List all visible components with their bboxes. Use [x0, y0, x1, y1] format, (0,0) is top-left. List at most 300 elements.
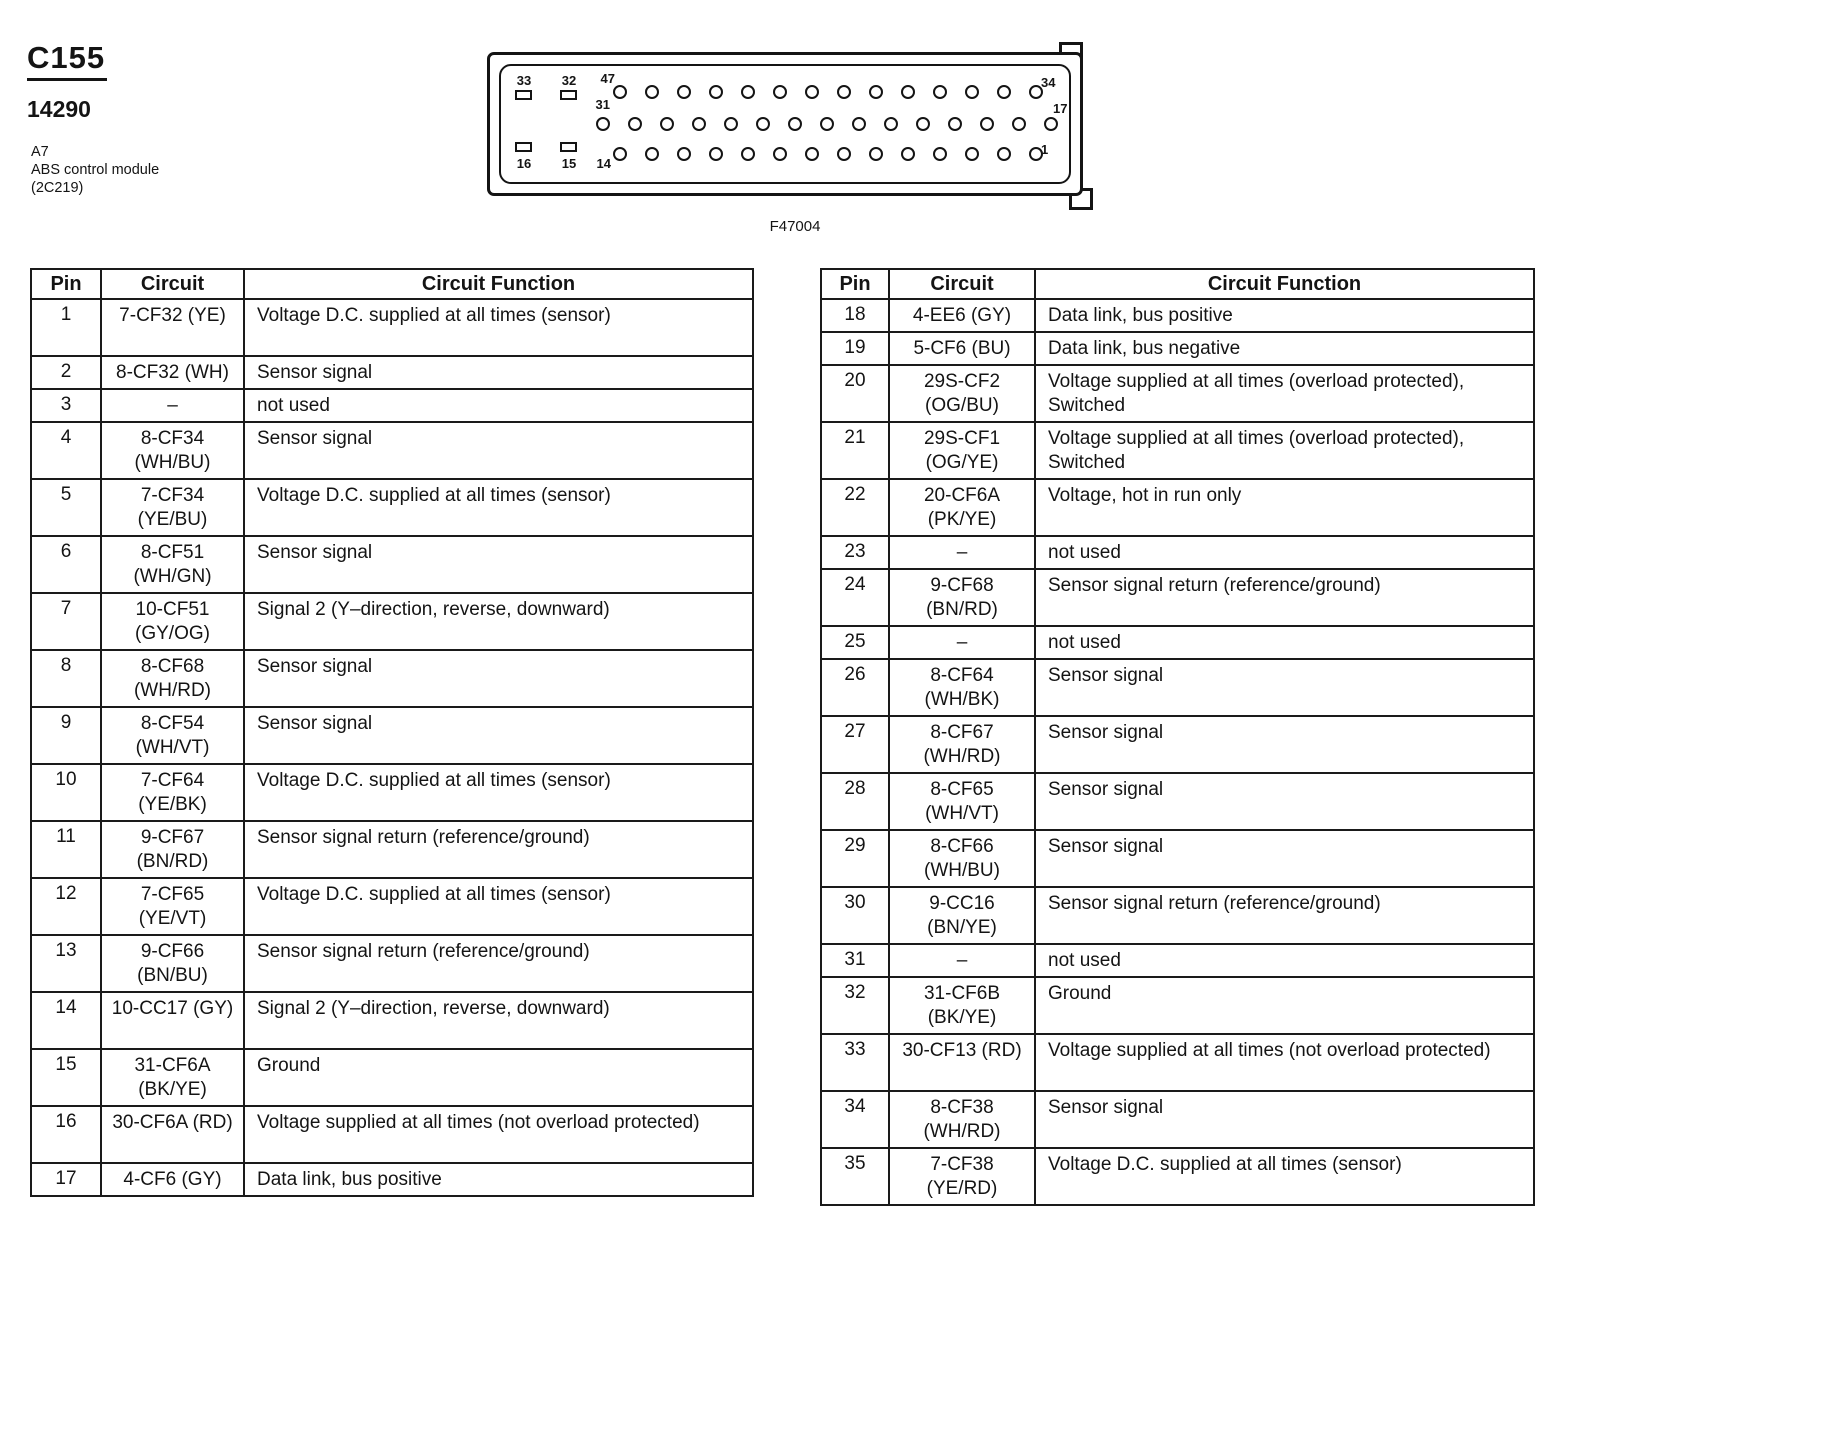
circuit-function — [244, 299, 753, 356]
circuit-line: 7-CF38 — [930, 1154, 994, 1175]
circuit-line: 10-CF51 — [135, 599, 210, 620]
pin-row-22 — [821, 479, 1534, 536]
circuit-function — [1035, 479, 1534, 536]
connector-pin — [741, 85, 755, 99]
pin-row-11 — [31, 821, 753, 878]
circuit-function-line: not used — [1048, 542, 1121, 563]
pin-number: 26 — [821, 659, 889, 716]
pin-row-20 — [821, 365, 1534, 422]
circuit-function — [244, 356, 753, 389]
pin-row-25 — [821, 626, 1534, 659]
circuit-id — [889, 365, 1035, 422]
circuit-id — [101, 650, 244, 707]
circuit-line: 4-EE6 (GY) — [912, 305, 1012, 326]
circuit-line: 29S-CF1 — [923, 428, 1001, 449]
pin-number: 10 — [31, 764, 101, 821]
column-header-circuit: Circuit — [101, 269, 244, 299]
pin-number: 16 — [31, 1106, 101, 1163]
circuit-line: (WH/VT) — [925, 803, 999, 824]
circuit-function-line: not used — [1048, 632, 1121, 653]
circuit-function — [1035, 773, 1534, 830]
figure-label: F47004 — [769, 218, 821, 235]
connector-pin — [1044, 117, 1058, 131]
pin-number: 32 — [821, 977, 889, 1034]
circuit-function-line: Sensor signal — [257, 542, 373, 563]
circuit-function-line: Sensor signal return (reference/ground) — [1048, 893, 1381, 914]
circuit-function-line: Switched — [1048, 395, 1126, 416]
connector-pin — [948, 117, 962, 131]
circuit-id — [889, 536, 1035, 569]
circuit-function-line: Switched — [1048, 452, 1126, 473]
circuit-function-line: Voltage supplied at all times (overload protected), — [1048, 428, 1465, 449]
circuit-line: 8-CF54 — [140, 713, 205, 734]
connector-pin — [1012, 117, 1026, 131]
circuit-line: (YE/RD) — [926, 1178, 998, 1199]
pin-table-left — [30, 268, 754, 1197]
circuit-function — [1035, 1091, 1534, 1148]
circuit-id — [889, 1148, 1035, 1205]
pin-row-8 — [31, 650, 753, 707]
connector-pin — [613, 85, 627, 99]
column-header-pin: Pin — [821, 269, 889, 299]
connector-pin — [724, 117, 738, 131]
connector-pin — [901, 147, 915, 161]
connector-pin-number-label: 14 — [596, 156, 611, 171]
connector-pin — [709, 147, 723, 161]
pin-number: 8 — [31, 650, 101, 707]
connector-pin-number-label: 33 — [516, 73, 532, 88]
connector-pin-number-label: 16 — [516, 156, 532, 171]
circuit-id — [889, 626, 1035, 659]
circuit-line: 9-CF66 — [140, 941, 205, 962]
circuit-function — [244, 422, 753, 479]
connector-pin — [660, 117, 674, 131]
pin-number: 33 — [821, 1034, 889, 1091]
connector-pin — [869, 147, 883, 161]
table-header-row — [31, 269, 753, 299]
circuit-function — [1035, 332, 1534, 365]
connector-pin — [628, 117, 642, 131]
circuit-line: 7-CF64 — [140, 770, 205, 791]
circuit-line: 9-CC16 — [929, 893, 995, 914]
circuit-function-line: Sensor signal — [1048, 665, 1164, 686]
circuit-function — [244, 650, 753, 707]
pin-number: 18 — [821, 299, 889, 332]
circuit-line: 9-CF68 — [930, 575, 994, 596]
circuit-function — [244, 935, 753, 992]
circuit-line: 8-CF38 — [930, 1097, 994, 1118]
circuit-function — [244, 878, 753, 935]
circuit-line: (GY/OG) — [135, 623, 210, 644]
pin-number: 5 — [31, 479, 101, 536]
circuit-id — [889, 773, 1035, 830]
pin-number: 13 — [31, 935, 101, 992]
circuit-id — [101, 1049, 244, 1106]
pin-number: 17 — [31, 1163, 101, 1196]
table-header-row — [821, 269, 1534, 299]
circuit-function-line: Voltage D.C. supplied at all times (sensor) — [257, 485, 611, 506]
circuit-line: (WH/BK) — [924, 689, 1000, 710]
pin-row-19 — [821, 332, 1534, 365]
pin-row-26 — [821, 659, 1534, 716]
connector-pin — [933, 85, 947, 99]
pin-row-7 — [31, 593, 753, 650]
circuit-function — [1035, 977, 1534, 1034]
pin-number: 11 — [31, 821, 101, 878]
connector-pin-number-label: 17 — [1053, 101, 1068, 116]
pin-row-23 — [821, 536, 1534, 569]
circuit-id — [889, 422, 1035, 479]
circuit-function — [244, 593, 753, 650]
pin-row-21 — [821, 422, 1534, 479]
circuit-line: – — [956, 950, 968, 971]
circuit-function — [1035, 830, 1534, 887]
circuit-line: 31-CF6A — [134, 1055, 211, 1076]
circuit-line: (YE/VT) — [138, 908, 207, 929]
connector-pin — [645, 85, 659, 99]
connector-pin — [692, 117, 706, 131]
circuit-function-line: Voltage, hot in run only — [1048, 485, 1242, 506]
circuit-line: 7-CF65 — [140, 884, 205, 905]
circuit-function-line: Sensor signal return (reference/ground) — [257, 827, 590, 848]
pin-row-13 — [31, 935, 753, 992]
connector-pin-number-label: 32 — [561, 73, 577, 88]
connector-pin — [997, 147, 1011, 161]
connector-pin — [788, 117, 802, 131]
circuit-function-line: Signal 2 (Y–direction, reverse, downward) — [257, 998, 610, 1019]
circuit-function — [1035, 659, 1534, 716]
pin-row-10 — [31, 764, 753, 821]
circuit-id — [889, 479, 1035, 536]
circuit-line: (PK/YE) — [927, 509, 997, 530]
connector-pin — [613, 147, 627, 161]
pin-row-27 — [821, 716, 1534, 773]
circuit-function-line: Ground — [257, 1055, 321, 1076]
pin-number: 14 — [31, 992, 101, 1049]
circuit-line: 7-CF32 (YE) — [119, 305, 226, 326]
pin-number: 29 — [821, 830, 889, 887]
pin-row-6 — [31, 536, 753, 593]
connector-rect-pin — [515, 142, 532, 152]
circuit-id — [101, 422, 244, 479]
module-code: (2C219) — [31, 180, 84, 196]
circuit-line: (WH/RD) — [133, 680, 212, 701]
pin-number: 12 — [31, 878, 101, 935]
circuit-function-line: Data link, bus positive — [1048, 305, 1233, 326]
pin-row-28 — [821, 773, 1534, 830]
circuit-function — [244, 389, 753, 422]
circuit-line: 20-CF6A — [923, 485, 1001, 506]
circuit-id — [101, 764, 244, 821]
connector-pin — [709, 85, 723, 99]
circuit-line: (WH/VT) — [135, 737, 210, 758]
circuit-function-line: Sensor signal — [257, 656, 373, 677]
connector-id: C155 — [27, 40, 107, 81]
pin-number: 31 — [821, 944, 889, 977]
circuit-id — [889, 977, 1035, 1034]
circuit-id — [101, 536, 244, 593]
circuit-function-line: Voltage D.C. supplied at all times (sensor) — [257, 770, 611, 791]
connector-pin — [805, 85, 819, 99]
circuit-id — [101, 299, 244, 356]
circuit-line: (BN/RD) — [136, 851, 209, 872]
circuit-function — [1035, 536, 1534, 569]
circuit-id — [889, 332, 1035, 365]
connector-pin — [965, 85, 979, 99]
circuit-id — [101, 1106, 244, 1163]
pin-row-24 — [821, 569, 1534, 626]
circuit-function — [1035, 1034, 1534, 1091]
circuit-id — [101, 356, 244, 389]
connector-pin — [773, 147, 787, 161]
circuit-line: 10-CC17 (GY) — [111, 998, 234, 1019]
pin-row-35 — [821, 1148, 1534, 1205]
circuit-line: 8-CF51 — [140, 542, 205, 563]
circuit-function — [244, 1163, 753, 1196]
pin-row-1 — [31, 299, 753, 356]
circuit-line: 30-CF6A (RD) — [112, 1112, 233, 1133]
pin-number: 27 — [821, 716, 889, 773]
circuit-id — [889, 716, 1035, 773]
pin-number: 30 — [821, 887, 889, 944]
circuit-function — [244, 992, 753, 1049]
circuit-id — [889, 1034, 1035, 1091]
circuit-function-line: Sensor signal — [1048, 779, 1164, 800]
pin-row-18 — [821, 299, 1534, 332]
pin-number: 9 — [31, 707, 101, 764]
pin-row-32 — [821, 977, 1534, 1034]
circuit-function-line: Data link, bus positive — [257, 1169, 442, 1190]
circuit-id — [889, 569, 1035, 626]
circuit-line: (YE/BU) — [137, 509, 208, 530]
circuit-line: 8-CF68 — [140, 656, 205, 677]
connector-pin — [997, 85, 1011, 99]
circuit-id — [889, 299, 1035, 332]
circuit-function-line: Data link, bus negative — [1048, 338, 1241, 359]
circuit-function — [1035, 569, 1534, 626]
pin-table-right — [820, 268, 1535, 1206]
pin-row-14 — [31, 992, 753, 1049]
column-header-circuit: Circuit — [889, 269, 1035, 299]
pin-number: 15 — [31, 1049, 101, 1106]
connector-pin — [677, 85, 691, 99]
circuit-function — [244, 479, 753, 536]
connector-pin — [677, 147, 691, 161]
circuit-function — [1035, 716, 1534, 773]
circuit-id — [101, 992, 244, 1049]
column-header-pin: Pin — [31, 269, 101, 299]
connector-pin-number-label: 1 — [1041, 142, 1049, 157]
circuit-id — [101, 479, 244, 536]
pin-number: 1 — [31, 299, 101, 356]
module-description: ABS control module — [31, 162, 160, 178]
circuit-function — [1035, 422, 1534, 479]
circuit-id — [889, 887, 1035, 944]
circuit-id — [889, 944, 1035, 977]
circuit-function — [244, 821, 753, 878]
circuit-function — [1035, 365, 1534, 422]
pin-row-17 — [31, 1163, 753, 1196]
pin-number: 35 — [821, 1148, 889, 1205]
circuit-function-line: not used — [257, 395, 330, 416]
column-header-circuit-function: Circuit Function — [244, 269, 753, 299]
circuit-line: (OG/YE) — [925, 452, 999, 473]
circuit-function — [244, 1049, 753, 1106]
circuit-function-line: Sensor signal — [1048, 722, 1164, 743]
pin-number: 25 — [821, 626, 889, 659]
connector-pin-number-label: 15 — [561, 156, 577, 171]
circuit-function — [1035, 944, 1534, 977]
circuit-function — [1035, 299, 1534, 332]
pin-number: 3 — [31, 389, 101, 422]
connector-pin — [837, 85, 851, 99]
pin-number: 28 — [821, 773, 889, 830]
connector-pin — [980, 117, 994, 131]
pin-row-16 — [31, 1106, 753, 1163]
circuit-line: 30-CF13 (RD) — [902, 1040, 1022, 1061]
circuit-function — [244, 536, 753, 593]
circuit-function — [244, 764, 753, 821]
circuit-line: 8-CF64 — [930, 665, 994, 686]
circuit-function-line: Sensor signal — [1048, 836, 1164, 857]
connector-pin — [933, 147, 947, 161]
connector-pin-number-label: 34 — [1041, 75, 1056, 90]
pin-number: 24 — [821, 569, 889, 626]
circuit-function-line: Sensor signal return (reference/ground) — [1048, 575, 1381, 596]
connector-pin — [596, 117, 610, 131]
grid-location: A7 — [31, 144, 49, 160]
circuit-id — [101, 878, 244, 935]
circuit-id — [101, 935, 244, 992]
circuit-function-line: Voltage D.C. supplied at all times (sensor) — [1048, 1154, 1402, 1175]
connector-pin — [805, 147, 819, 161]
circuit-function-line: Voltage supplied at all times (not overload protected) — [257, 1112, 700, 1133]
connector-pin-number-label: 31 — [595, 97, 610, 112]
connector-pin — [916, 117, 930, 131]
circuit-line: – — [167, 395, 178, 416]
connector-pin — [852, 117, 866, 131]
circuit-line: 8-CF66 — [930, 836, 994, 857]
pin-row-33 — [821, 1034, 1534, 1091]
circuit-line: 5-CF6 (BU) — [913, 338, 1011, 359]
circuit-line: (WH/RD) — [923, 746, 1001, 767]
pin-row-5 — [31, 479, 753, 536]
connector-pin — [773, 85, 787, 99]
circuit-id — [889, 659, 1035, 716]
circuit-line: (WH/BU) — [134, 452, 211, 473]
connector-pin — [756, 117, 770, 131]
circuit-line: 29S-CF2 — [923, 371, 1001, 392]
circuit-line: 8-CF32 (WH) — [116, 362, 229, 383]
circuit-function-line: Voltage supplied at all times (overload protected), — [1048, 371, 1465, 392]
circuit-line: 7-CF34 — [140, 485, 205, 506]
circuit-id — [101, 707, 244, 764]
connector-pin — [884, 117, 898, 131]
pin-row-9 — [31, 707, 753, 764]
circuit-function-line: Sensor signal — [1048, 1097, 1164, 1118]
pin-number: 21 — [821, 422, 889, 479]
circuit-line: (WH/RD) — [923, 1121, 1001, 1142]
pin-number: 34 — [821, 1091, 889, 1148]
pin-number: 7 — [31, 593, 101, 650]
circuit-line: (YE/BK) — [138, 794, 207, 815]
circuit-function-line: Sensor signal — [257, 713, 373, 734]
pin-number: 20 — [821, 365, 889, 422]
circuit-function-line: Sensor signal — [257, 362, 373, 383]
part-number: 14290 — [27, 96, 91, 122]
circuit-line: (BN/YE) — [927, 917, 997, 938]
circuit-function-line: Sensor signal — [257, 428, 373, 449]
circuit-function-line: Voltage supplied at all times (not overload protected) — [1048, 1040, 1491, 1061]
circuit-line: 8-CF67 — [930, 722, 994, 743]
pin-number: 4 — [31, 422, 101, 479]
pin-row-31 — [821, 944, 1534, 977]
circuit-line: (BK/YE) — [138, 1079, 207, 1100]
pin-number: 2 — [31, 356, 101, 389]
pin-row-15 — [31, 1049, 753, 1106]
connector-pin — [965, 147, 979, 161]
circuit-line: 8-CF34 — [140, 428, 205, 449]
circuit-function-line: Voltage D.C. supplied at all times (sensor) — [257, 305, 611, 326]
circuit-function — [1035, 626, 1534, 659]
circuit-function — [1035, 887, 1534, 944]
circuit-id — [889, 830, 1035, 887]
pin-row-34 — [821, 1091, 1534, 1148]
circuit-line: (OG/BU) — [925, 395, 999, 416]
connector-pin — [741, 147, 755, 161]
circuit-function — [244, 1106, 753, 1163]
circuit-line: 31-CF6B — [923, 983, 1001, 1004]
pin-number: 23 — [821, 536, 889, 569]
connector-diagram — [485, 44, 1100, 214]
circuit-id — [101, 821, 244, 878]
circuit-id — [889, 1091, 1035, 1148]
circuit-line: 8-CF65 — [930, 779, 994, 800]
circuit-function-line: Signal 2 (Y–direction, reverse, downward) — [257, 599, 610, 620]
circuit-id — [101, 389, 244, 422]
circuit-id — [101, 1163, 244, 1196]
circuit-line: – — [956, 542, 968, 563]
connector-rect-pin — [560, 90, 577, 100]
pin-row-3 — [31, 389, 753, 422]
circuit-function-line: Ground — [1048, 983, 1112, 1004]
pin-row-12 — [31, 878, 753, 935]
pin-number: 22 — [821, 479, 889, 536]
circuit-function-line: Sensor signal return (reference/ground) — [257, 941, 590, 962]
connector-rect-pin — [515, 90, 532, 100]
column-header-circuit-function: Circuit Function — [1035, 269, 1534, 299]
circuit-function — [244, 707, 753, 764]
circuit-line: – — [956, 632, 968, 653]
circuit-line: (WH/GN) — [133, 566, 212, 587]
circuit-id — [101, 593, 244, 650]
pin-number: 19 — [821, 332, 889, 365]
circuit-function — [1035, 1148, 1534, 1205]
pin-number: 6 — [31, 536, 101, 593]
circuit-line: (WH/BU) — [924, 860, 1000, 881]
circuit-line: 9-CF67 — [140, 827, 205, 848]
circuit-line: 4-CF6 (GY) — [123, 1169, 222, 1190]
circuit-line: (BN/BU) — [137, 965, 208, 986]
connector-pin-number-label: 47 — [600, 71, 615, 86]
pin-row-30 — [821, 887, 1534, 944]
connector-pin — [820, 117, 834, 131]
pin-row-4 — [31, 422, 753, 479]
connector-pin — [901, 85, 915, 99]
connector-pin — [869, 85, 883, 99]
circuit-line: (BN/RD) — [926, 599, 998, 620]
pin-row-29 — [821, 830, 1534, 887]
